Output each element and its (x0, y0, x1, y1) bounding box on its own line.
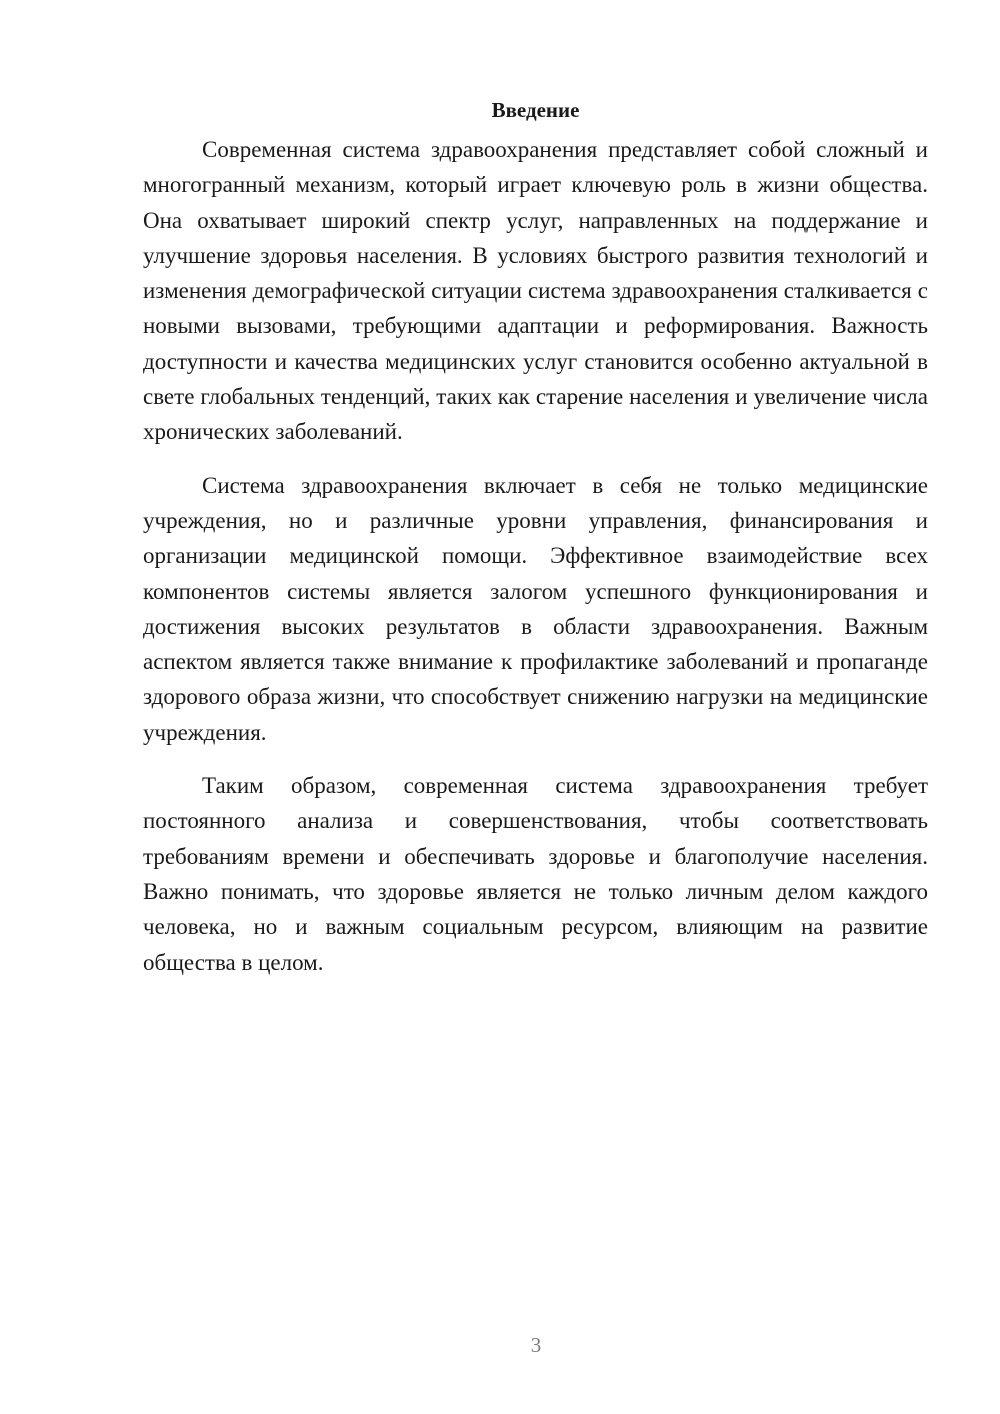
page-number: 3 (530, 1333, 542, 1357)
page-content (143, 92, 928, 998)
paragraph-3: Таким образом, современная система здравоохранения требует постоянного анализа и совершенствования, чтобы соответствовать требованиям времени и обеспечивать здоровье и благополучие населения. Важно понимать, что здоровье является не только личным делом каждого человека, но и важным социальным ресурсом, влияющим на развитие общества в целом. (143, 773, 928, 975)
paragraph-2: Система здравоохранения включает в себя не только медицинские учреждения, но и различные уровни управления, финансирования и организации медицинской помощи. Эффективное взаимодействие всех компонентов системы является залогом успешного функционирования и достижения высоких результатов в области здравоохранения. Важным аспектом является также внимание к профилактике заболеваний и пропаганде здорового образа жизни, что способствует снижению нагрузки на медицинские учреждения. (143, 472, 928, 745)
paragraph-1: Современная система здравоохранения представляет собой сложный и многогранный механизм, который играет ключевую роль в жизни общества. Она охватывает широкий спектр услуг, направленных на поддержание и улучшение здоровья населения. В условиях быстрого развития технологий и изменения демографической ситуации система здравоохранения сталкивается с новыми вызовами, требующими адаптации и реформирования. Важность доступности и качества медицинских услуг становится особенно актуальной в свете глобальных тенденций, таких как старение населения и увеличение числа хронических заболеваний. (143, 137, 928, 445)
section-title: Введение (491, 98, 580, 122)
